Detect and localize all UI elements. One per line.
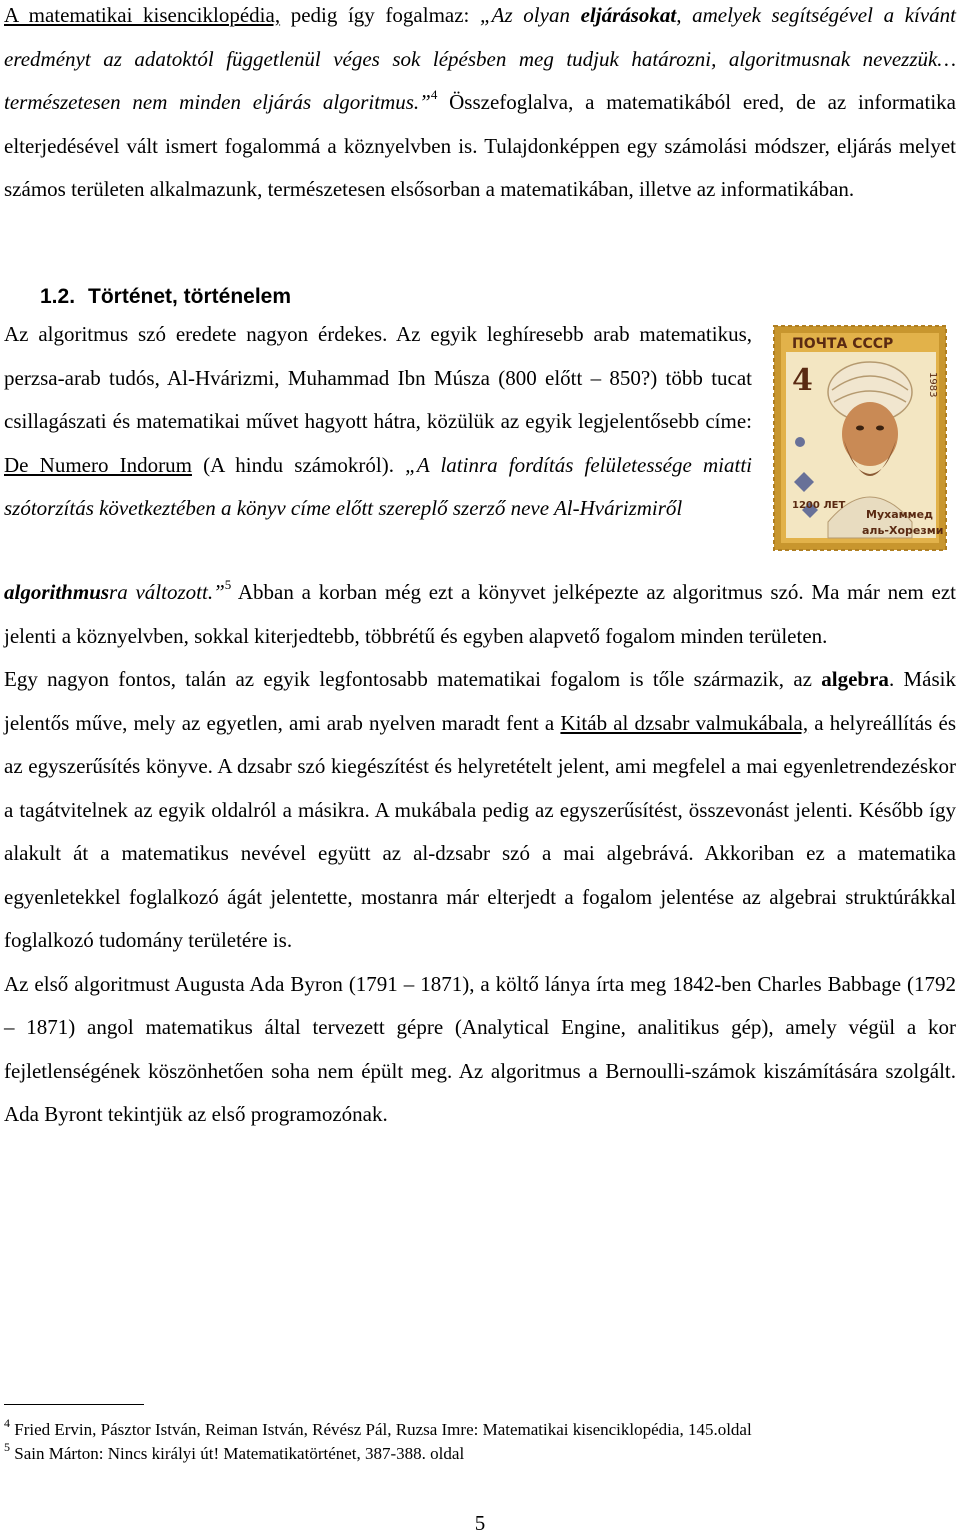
stamp-name-line1: Мухаммед xyxy=(866,508,933,521)
footnote-ref[interactable]: 4 xyxy=(430,87,438,102)
text-segment: a helyreállítás és az egyszerűsítés könyve. A dzsabr szó kiegészítést és helyretételt jelent, ami megfelel a mai egyenletrendezéskor a tagátvitelnek az egyik oldalról a másikra. A mukábala pedig az egyszerűsítést, összevonást jelenti. Később így alakult át a matematikus nevével együtt az al-dzsabr szó a mai algebrává. Akkoriban ez a matematika egyenletekkel foglalkozó ágát jelentette, mostanra már elterjedt a fogalom jelentése az algebrai struktúrákkal foglalkozó tudomány területére is. xyxy=(4,710,957,952)
text-segment: pedig így fogalmaz: xyxy=(280,3,480,27)
paragraph-text xyxy=(4,313,752,531)
quote-segment: „A latinra fordítás felületessége miatti szótorzítás következtében a könyv címe előtt szereplő szerző neve Al-Hvárizmiről xyxy=(4,452,752,520)
quote-segment: „Az olyan xyxy=(480,3,581,27)
stamp-top-text: ПОЧТА СССР xyxy=(792,336,894,352)
term-algebra: algebra xyxy=(821,667,889,691)
quote-segment: ra változott.” xyxy=(109,580,225,604)
paragraph-text xyxy=(4,571,956,658)
book-title-link[interactable]: Kitáb al dzsabr valmukábala, xyxy=(560,710,809,735)
section-number: 1.2. xyxy=(40,285,76,308)
footnote-4 xyxy=(4,1416,752,1441)
paragraph-text xyxy=(4,0,956,212)
book-title-link[interactable]: De Numero Indorum xyxy=(4,452,192,477)
footnote-5 xyxy=(4,1440,465,1465)
source-link[interactable]: A matematikai kisenciklopédia, xyxy=(4,3,281,27)
khwarizmi-stamp-image xyxy=(770,322,950,554)
term-algorithmus: algorithmus xyxy=(4,580,110,604)
paragraph-ada-byron: Az első algoritmust Augusta Ada Byron (1791 – 1871), a költő lánya írta meg 1842-ben Charles Babbage (1792 – 1871) angol matematikus által tervezett gépre (Analytical Engine, analitikus gép), amely végül a kor fejletlenségének köszönhetően soha nem épült meg. Az algoritmus a Bernoulli-számok kiszámítására szolgált. Ada Byront tekintjük az első programozónak. xyxy=(4,971,956,1126)
main-text-continued xyxy=(4,571,956,1137)
page-number: 5 xyxy=(474,1511,486,1535)
stamp-value: 4 xyxy=(792,363,813,398)
quote-bold-term: eljárásokat xyxy=(580,3,677,27)
footnote-text: Sain Márton: Nincs királyi út! Matematikatörténet, 387-388. oldal xyxy=(10,1444,465,1463)
footnote-number: 4 xyxy=(4,1416,10,1431)
quote-segment: , amelyek segítségével a kívánt eredményt az adatoktól függetlenül véges sok lépésben meg tudjuk határozni, algoritmusnak nevezzük…természetesen nem minden eljárás algoritmus.” xyxy=(4,3,957,114)
paragraph-algebra xyxy=(4,658,956,963)
footnote-ref[interactable]: 5 xyxy=(224,577,232,592)
footnote-number: 5 xyxy=(4,1440,10,1455)
section-title: Történet, történelem xyxy=(88,285,292,308)
stamp-name-line2: аль-Хорезми xyxy=(862,524,944,537)
text-segment: . Másik jelentős műve, mely az egyetlen, ami arab nyelven maradt fent a xyxy=(4,667,956,735)
paragraph-etymology xyxy=(4,313,752,531)
text-segment: Egy nagyon fontos, talán az egyik legfontosabb matematikai fogalom is tőle származik, az xyxy=(4,667,822,691)
paragraph-definition xyxy=(4,0,956,212)
footnote-text: Fried Ervin, Pásztor István, Reiman István, Révész Pál, Ruzsa Imre: Matematikai kisenciklopédia, 145.oldal xyxy=(10,1420,752,1439)
text-segment: Az algoritmus szó eredete nagyon érdekes. Az egyik leghíresebb arab matematikus, perzsa-arab tudós, Al-Hvárizmi, Muhammad Ibn Músza (800 előtt – 850?) több tucat csillagászati és matematikai művet hagyott hátra, közülük az egyik legjelentősebb címe: xyxy=(4,322,752,433)
stamp-year: 1983 xyxy=(927,372,938,398)
text-segment: Összefoglalva, a matematikából ered, de az informatika elterjedésével vált ismert fogalommá a köznyelvben is. Tulajdonképpen egy számolási módszer, eljárás melyet számos területen alkalmazunk, természetesen elsősorban a matematikában, illetve az informatikában. xyxy=(4,90,956,201)
stamp-years-label: 1200 ЛЕТ xyxy=(792,500,846,511)
section-heading xyxy=(40,284,291,310)
text-segment: Abban a korban még ezt a könyvet jelképezte az algoritmus szó. Ma már nem ezt jelenti a köznyelvben, sokkal kiterjedtebb, többrétű és egyben alapvető fogalom minden területen. xyxy=(4,580,956,648)
text-segment: (A hindu számokról). xyxy=(191,452,406,477)
footnote-divider xyxy=(4,1404,144,1405)
